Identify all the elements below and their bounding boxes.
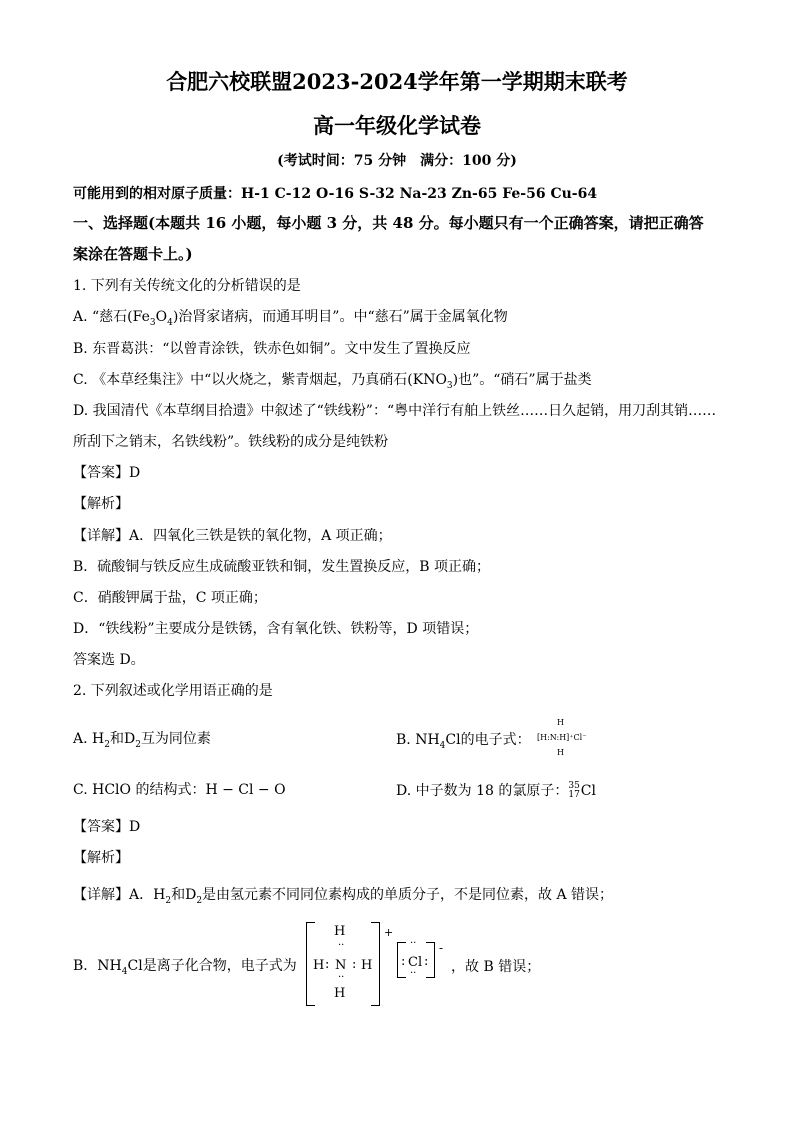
cation-h-left: H [313, 958, 325, 973]
q1-stem: 1. 下列有关传统文化的分析错误的是 [73, 278, 301, 294]
q1-detail-a: 【详解】A．四氧化三铁是铁的氧化物，A 项正确； [73, 528, 392, 544]
q2-detail-a: 【详解】A．$H_2$和$D_2$是由氢元素不同同位素构成的单质分子，不是同位素，故 A 错误； [73, 887, 614, 906]
q2-stem: 2. 下列叙述或化学用语正确的是 [73, 683, 273, 699]
section-heading-line2: 案涂在答题卡上。) [73, 245, 193, 263]
q2-detail-b-end: ，故 B 错误； [451, 959, 541, 975]
q2-option-b-h-bottom: H [557, 748, 564, 757]
cation-h-bottom: H [334, 986, 346, 1001]
q1-answer: 【答案】D [73, 465, 141, 481]
q1-option-d-line1: D. 我国清代《本草纲目拾遗》中叙述了“铁线粉”：“粤中洋行有舶上铁丝……日久起销，用刀刮其销…… [73, 403, 717, 419]
anion-dots-bottom: ·· [410, 968, 417, 979]
exam-info: (考试时间：75 分钟 满分：100 分) [277, 153, 517, 169]
anion-dots-right: : [424, 954, 429, 969]
exam-title: 合肥六校联盟2023-2024学年第一学期期末联考 [166, 69, 628, 94]
q2-option-a: A. $H_2$和$D_2$互为同位素 [73, 731, 211, 750]
q2-option-c: C. HClO 的结构式：H − Cl − O [73, 782, 286, 798]
cation-dots-top: ·· [338, 940, 345, 951]
cation-charge: + [384, 926, 394, 939]
q1-detail-c: C．硝酸钾属于盐，C 项正确； [73, 590, 267, 606]
q1-detail-d: D．“铁线粉”主要成分是铁锈，含有氧化铁、铁粉等，D 项错误； [73, 621, 479, 637]
q1-conclusion: 答案选 D。 [73, 652, 145, 668]
q1-option-c: C. 《本草经集注》中“以火烧之，紫青烟起，乃真硝石$(KNO_3)$也”。“硝石”属于盐类 [73, 372, 592, 391]
q1-option-a: A. “慈石$(Fe_3O_4)$治肾家诸病，而通耳明目”。中“慈石”属于金属氧化物 [73, 309, 508, 328]
exam-subtitle: 高一年级化学试卷 [313, 113, 481, 138]
cation-dots-right: : [352, 957, 357, 972]
cation-h-top: H [334, 924, 346, 939]
cation-dots-left: : [325, 957, 330, 972]
cation-right-bracket [371, 922, 380, 1006]
q2-answer: 【答案】D [73, 819, 141, 835]
anion-charge: - [439, 941, 444, 955]
q1-option-d-line2: 所刮下之销末，名铁线粉”。铁线粉的成分是纯铁粉 [73, 434, 389, 450]
q1-analysis-label: 【解析】 [73, 496, 129, 512]
q2-option-d: D. 中子数为 18 的氯原子：35 17Cl [396, 781, 596, 800]
cation-h-right: H [361, 958, 373, 973]
anion-right-bracket [426, 942, 435, 978]
cation-n: N [335, 958, 347, 973]
anion-dots-left: : [401, 954, 406, 969]
q2-option-b-h-top: H [557, 718, 564, 727]
anion-dots-top: ·· [410, 938, 417, 949]
atomic-masses: 可能用到的相对原子质量：H-1 C-12 O-16 S-32 Na-23 Zn-65 Fe-56 Cu-64 [73, 186, 598, 202]
q2-analysis-label: 【解析】 [73, 850, 129, 866]
q2-option-b: B. $NH_4Cl$的电子式： [396, 732, 531, 751]
anion-cl: Cl [408, 955, 423, 970]
q2-option-b-electron-formula: [H:N:H]⁺Cl⁻ [537, 733, 587, 742]
section-heading-line1: 一、选择题(本题共 16 小题，每小题 3 分，共 48 分。每小题只有一个正确答案，请把正确答 [73, 214, 704, 232]
cation-dots-bottom: ·· [338, 972, 345, 983]
q2-detail-b: B．$NH_4Cl$是离子化合物，电子式为 [73, 958, 297, 977]
q1-option-b: B. 东晋葛洪：“以曾青涂铁，铁赤色如铜”。文中发生了置换反应 [73, 341, 471, 357]
q1-detail-b: B．硫酸铜与铁反应生成硫酸亚铁和铜，发生置换反应，B 项正确； [73, 559, 491, 575]
